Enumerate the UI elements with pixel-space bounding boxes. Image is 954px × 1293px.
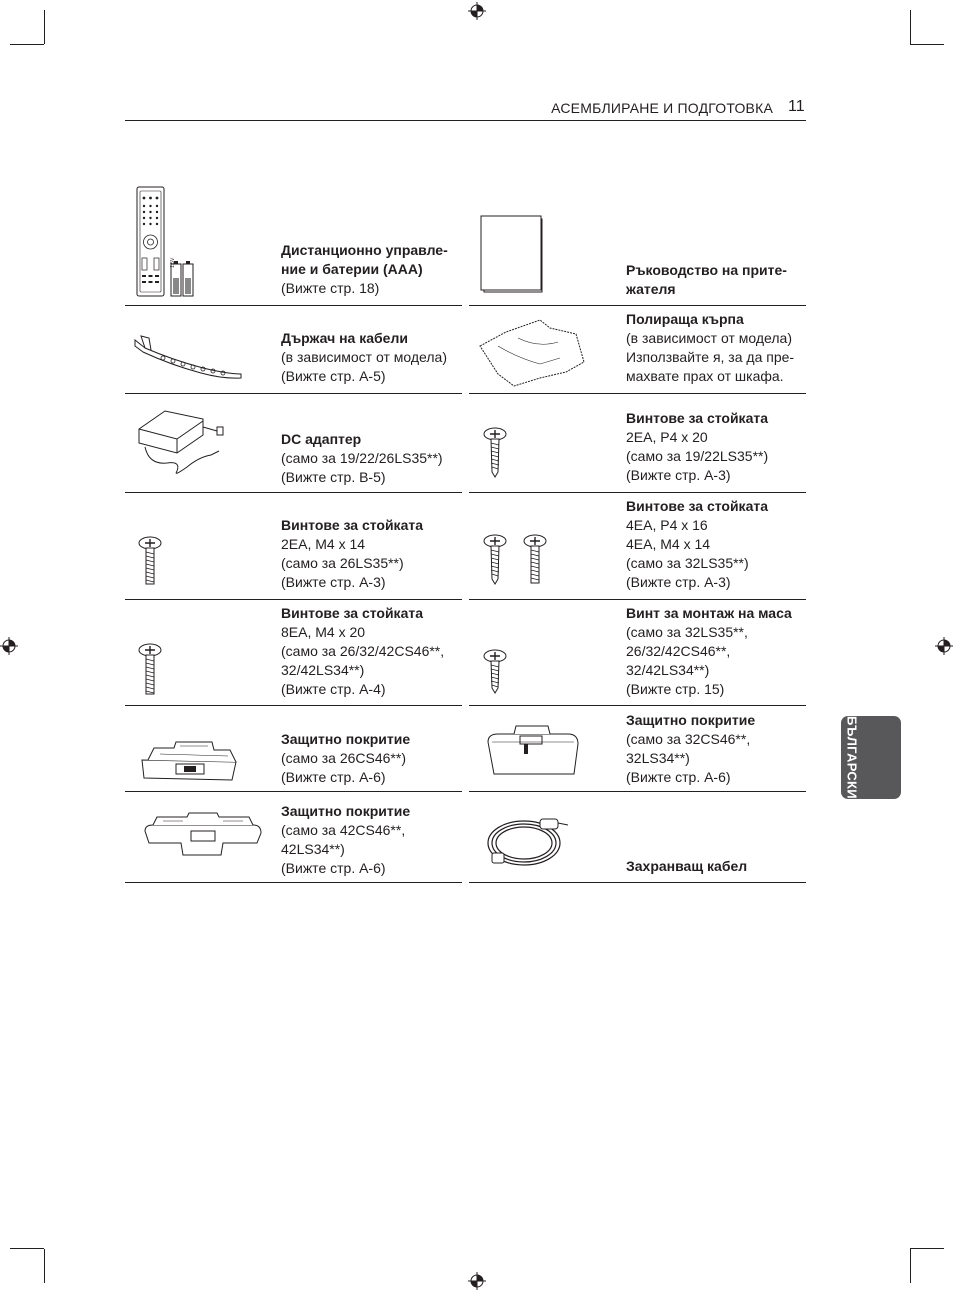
crop-mark <box>10 44 44 45</box>
registration-mark-icon <box>0 637 18 655</box>
protective-cover-icon <box>143 811 263 857</box>
item-text <box>281 241 448 298</box>
item-title: Държач на кабели <box>281 330 408 346</box>
item-detail: 4EA, M4 x 14 <box>626 536 711 552</box>
screws-pair-icon <box>483 533 549 587</box>
power-cord-icon <box>484 815 574 871</box>
item-detail: (Вижте стр. B-5) <box>281 469 386 485</box>
item-detail: 8EA, M4 x 20 <box>281 624 366 640</box>
polishing-cloth-icon <box>478 318 586 388</box>
row-divider <box>469 305 806 306</box>
row-divider <box>125 599 462 600</box>
item-title: Винтове за стойката <box>281 605 423 621</box>
item-text <box>626 261 787 299</box>
header-divider <box>125 120 806 121</box>
item-detail: 4EA, P4 x 16 <box>626 517 708 533</box>
item-detail: (само за 42CS46**, <box>281 822 406 838</box>
item-detail: (Вижте стр. 15) <box>626 681 725 697</box>
item-title: Защитно покритие <box>281 803 411 819</box>
item-title: DC адаптер <box>281 431 362 447</box>
item-title: Винтове за стойката <box>626 498 768 514</box>
crop-mark <box>910 10 911 44</box>
item-text <box>281 430 443 487</box>
item-title-line: жателя <box>626 281 676 297</box>
row-divider <box>469 705 806 706</box>
screw-icon <box>138 642 162 696</box>
battery-label: 1.5V <box>170 257 176 268</box>
item-detail: (Вижте стр. A-5) <box>281 368 386 384</box>
registration-mark-icon <box>935 637 953 655</box>
registration-mark-icon <box>468 1272 486 1290</box>
item-detail: (само за 26LS35**) <box>281 555 404 571</box>
cable-holder-icon <box>133 334 245 382</box>
item-text <box>281 802 410 878</box>
item-text <box>626 857 747 876</box>
row-divider <box>125 882 462 883</box>
remote-control-icon <box>136 186 196 298</box>
item-detail: (само за 32CS46**, <box>626 731 751 747</box>
item-title: Винт за монтаж на маса <box>626 605 792 621</box>
language-tab-label: БЪЛГАРСКИ <box>844 716 860 799</box>
row-divider <box>469 492 806 493</box>
crop-mark <box>910 1249 911 1283</box>
item-detail: (Вижте стр. A-3) <box>281 574 386 590</box>
item-detail: (само за 19/22/26LS35**) <box>281 450 443 466</box>
item-detail: (в зависимост от модела) <box>281 349 447 365</box>
item-detail: (Вижте стр. A-3) <box>626 574 731 590</box>
page-number: 11 <box>788 98 805 115</box>
item-title-line: Ръководство на прите- <box>626 262 787 278</box>
item-text <box>626 310 794 386</box>
item-text <box>281 329 447 386</box>
row-divider <box>125 492 462 493</box>
item-text <box>281 516 423 592</box>
item-detail: 2EA, P4 x 20 <box>626 429 708 445</box>
item-detail: (само за 26/32/42CS46**, <box>281 643 445 659</box>
item-detail: (само за 19/22LS35**) <box>626 448 769 464</box>
manual-icon <box>480 214 546 294</box>
row-divider <box>469 393 806 394</box>
registration-mark-icon <box>468 2 486 20</box>
item-detail: 2EA, M4 x 14 <box>281 536 366 552</box>
section-title: АСЕМБЛИРАНЕ И ПОДГОТОВКА <box>551 100 773 116</box>
item-detail: (Вижте стр. A-3) <box>626 467 731 483</box>
item-detail: (само за 26CS46**) <box>281 750 406 766</box>
item-detail: (само за 32LS35**) <box>626 555 749 571</box>
item-detail: (Вижте стр. A-6) <box>281 769 386 785</box>
item-title: Полираща кърпа <box>626 311 744 327</box>
item-detail: (Вижте стр. A-4) <box>281 681 386 697</box>
row-divider <box>125 791 462 792</box>
item-detail: (Вижте стр. A-6) <box>626 769 731 785</box>
item-detail: (само за 32LS35**, <box>626 624 748 640</box>
item-detail: 32/42LS34**) <box>626 662 710 678</box>
item-title: Защитно покритие <box>281 731 411 747</box>
item-detail: 32LS34**) <box>626 750 690 766</box>
item-detail: 26/32/42CS46**, <box>626 643 731 659</box>
crop-mark <box>10 1248 44 1249</box>
item-title: Защитно покритие <box>626 712 756 728</box>
item-detail: 42LS34**) <box>281 841 345 857</box>
row-divider <box>469 882 806 883</box>
protective-cover-icon <box>140 740 240 782</box>
row-divider <box>125 305 462 306</box>
item-text <box>626 604 792 699</box>
row-divider <box>125 393 462 394</box>
item-detail: (Вижте стр. 18) <box>281 280 380 296</box>
screw-icon <box>138 535 162 587</box>
item-text <box>626 711 755 787</box>
protective-cover-icon <box>486 722 580 776</box>
item-text <box>281 730 410 787</box>
dc-adapter-icon <box>137 405 227 477</box>
item-detail: Използвайте я, за да пре- <box>626 349 795 365</box>
item-text <box>281 604 444 699</box>
item-title: Винтове за стойката <box>281 517 423 533</box>
item-title: Винтове за стойката <box>626 410 768 426</box>
item-detail: махвате прах от шкафа. <box>626 368 784 384</box>
item-text <box>626 497 768 592</box>
screw-icon <box>483 648 507 694</box>
crop-mark <box>44 1249 45 1283</box>
crop-mark <box>910 1248 944 1249</box>
item-title-line: ние и батерии (AAA) <box>281 261 423 277</box>
row-divider <box>469 791 806 792</box>
item-text <box>626 409 768 485</box>
row-divider <box>125 705 462 706</box>
item-detail: 32/42LS34**) <box>281 662 365 678</box>
item-title-line: Дистанционно управле- <box>281 242 448 258</box>
item-detail: (в зависимост от модела) <box>626 330 792 346</box>
screw-icon <box>483 426 507 478</box>
item-title: Захранващ кабел <box>626 858 748 874</box>
row-divider <box>469 599 806 600</box>
item-detail: (Вижте стр. A-6) <box>281 860 386 876</box>
crop-mark <box>44 10 45 44</box>
crop-mark <box>910 44 944 45</box>
